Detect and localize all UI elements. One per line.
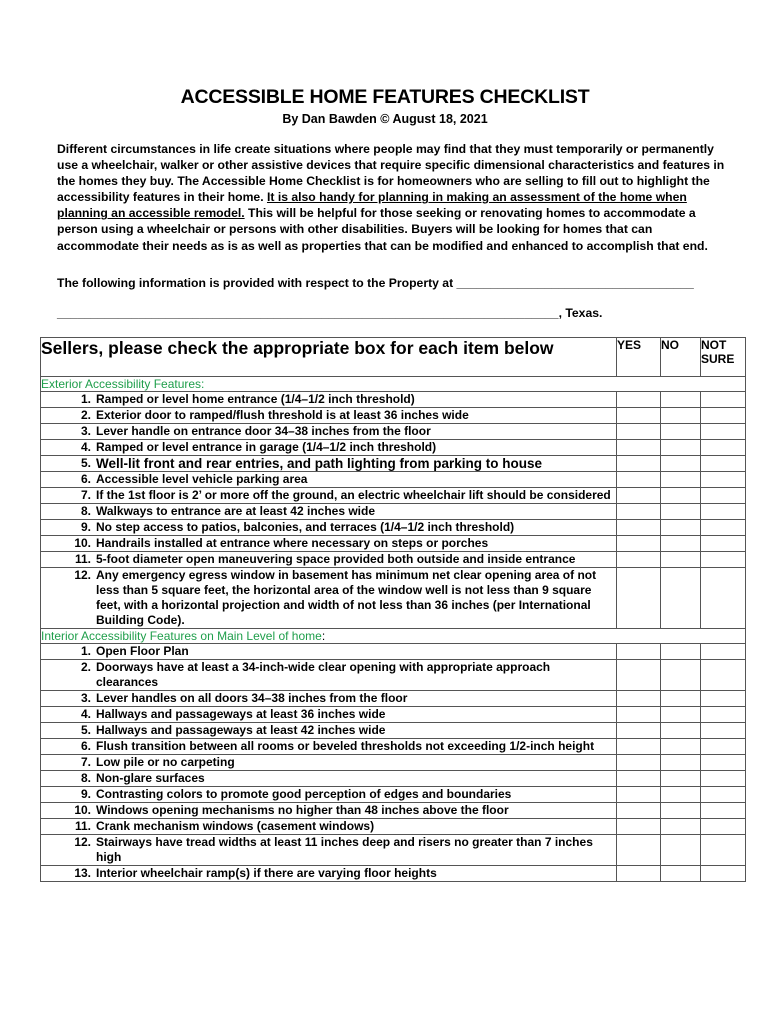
- checkbox-yes[interactable]: [617, 568, 661, 629]
- checkbox-no[interactable]: [661, 552, 701, 568]
- item-text: Interior wheelchair ramp(s) if there are varying floor heights: [96, 866, 437, 880]
- checkbox-yes[interactable]: [617, 440, 661, 456]
- checklist-item: [41, 644, 617, 660]
- checkbox-not-sure[interactable]: [701, 520, 746, 536]
- table-row: [41, 739, 746, 755]
- item-number: 5.: [80, 723, 91, 737]
- item-text: Walkways to entrance are at least 42 inches wide: [96, 504, 376, 518]
- checkbox-yes[interactable]: [617, 424, 661, 440]
- item-text: Hallways and passageways at least 42 inches wide: [96, 723, 386, 737]
- item-text: Well-lit front and rear entries, and path lighting from parking to house: [96, 456, 543, 471]
- table-row: [41, 488, 746, 504]
- checkbox-no[interactable]: [661, 568, 701, 629]
- property-line-2[interactable]: __________________________________________________________________________, Texas.: [57, 306, 603, 320]
- table-row: [41, 866, 746, 882]
- item-number: 4.: [80, 440, 91, 454]
- checkbox-yes[interactable]: [617, 755, 661, 771]
- checklist-table: [40, 337, 746, 882]
- checkbox-not-sure[interactable]: [701, 488, 746, 504]
- checkbox-no[interactable]: [661, 835, 701, 866]
- checkbox-no[interactable]: [661, 488, 701, 504]
- checkbox-no[interactable]: [661, 456, 701, 472]
- checkbox-no[interactable]: [661, 408, 701, 424]
- checkbox-not-sure[interactable]: [701, 866, 746, 882]
- checkbox-not-sure[interactable]: [701, 472, 746, 488]
- checklist-item: [41, 691, 617, 707]
- item-text: If the 1st floor is 2’ or more off the ground, an electric wheelchair lift should be considered: [96, 488, 611, 502]
- item-number: 9.: [80, 787, 91, 801]
- checkbox-not-sure[interactable]: [701, 771, 746, 787]
- checkbox-no[interactable]: [661, 392, 701, 408]
- item-number: 8.: [80, 504, 91, 518]
- item-number: 5.: [80, 456, 91, 470]
- checkbox-yes[interactable]: [617, 819, 661, 835]
- property-line-1[interactable]: The following information is provided with respect to the Property at ___________________________________: [57, 276, 694, 290]
- checklist-item: [41, 408, 617, 424]
- item-number: 6.: [80, 472, 91, 486]
- table-row: [41, 536, 746, 552]
- checkbox-not-sure[interactable]: [701, 456, 746, 472]
- checklist-item: [41, 456, 617, 472]
- item-text: Windows opening mechanisms no higher than 48 inches above the floor: [96, 803, 509, 817]
- item-text: Ramped or level home entrance (1/4–1/2 inch threshold): [96, 392, 415, 406]
- table-row: [41, 707, 746, 723]
- checklist-item: [41, 520, 617, 536]
- checkbox-no[interactable]: [661, 707, 701, 723]
- checklist-item: [41, 866, 617, 882]
- table-row: [41, 552, 746, 568]
- checkbox-yes[interactable]: [617, 866, 661, 882]
- checkbox-not-sure[interactable]: [701, 392, 746, 408]
- checklist-item: [41, 707, 617, 723]
- checkbox-not-sure[interactable]: [701, 739, 746, 755]
- table-row: [41, 440, 746, 456]
- item-number: 11.: [74, 552, 91, 566]
- table-row: [41, 691, 746, 707]
- item-number: 12.: [74, 835, 91, 849]
- checkbox-yes[interactable]: [617, 488, 661, 504]
- item-text: Crank mechanism windows (casement windows): [96, 819, 375, 833]
- checklist-item: [41, 504, 617, 520]
- item-number: 7.: [80, 488, 91, 502]
- document-title: ACCESSIBLE HOME FEATURES CHECKLIST: [180, 86, 590, 108]
- intro-text-1: Different circumstances in life create situations where people may find that they must temporarily or permanently use a wheelchair, walker or other assistive devices that require specific dimensional characteristics and features in the homes they buy. The Accessible Home Checklist is for homeowners who are selling to fill out to highlight the accessibility features in their home.: [57, 142, 725, 205]
- checkbox-not-sure[interactable]: [701, 424, 746, 440]
- item-number: 10.: [74, 536, 91, 550]
- checkbox-yes[interactable]: [617, 392, 661, 408]
- section-title-text: Interior Accessibility Features on Main Level of home: [41, 629, 322, 643]
- checkbox-yes[interactable]: [617, 835, 661, 866]
- item-text: Flush transition between all rooms or beveled thresholds not exceeding 1/2-inch height: [96, 739, 595, 753]
- item-text: Ramped or level entrance in garage (1/4–1/2 inch threshold): [96, 440, 437, 454]
- item-text: Accessible level vehicle parking area: [96, 472, 308, 486]
- item-number: 12.: [74, 568, 91, 582]
- section-header-row: [41, 629, 746, 644]
- checkbox-no[interactable]: [661, 755, 701, 771]
- checkbox-yes[interactable]: [617, 536, 661, 552]
- table-row: [41, 723, 746, 739]
- item-number: 1.: [80, 644, 91, 658]
- checkbox-no[interactable]: [661, 803, 701, 819]
- checkbox-not-sure[interactable]: [701, 803, 746, 819]
- col-yes-header: YES: [617, 338, 661, 377]
- item-number: 11.: [74, 819, 91, 833]
- table-row: [41, 660, 746, 691]
- item-text: Lever handles on all doors 34–38 inches from the floor: [96, 691, 408, 705]
- checkbox-not-sure[interactable]: [701, 536, 746, 552]
- intro-paragraph: [57, 141, 725, 254]
- section-title-text: Exterior Accessibility Features:: [41, 377, 205, 391]
- item-number: 7.: [80, 755, 91, 769]
- checklist-item: [41, 472, 617, 488]
- item-number: 6.: [80, 739, 91, 753]
- checkbox-not-sure[interactable]: [701, 552, 746, 568]
- item-number: 8.: [80, 771, 91, 785]
- item-number: 13.: [74, 866, 91, 880]
- checkbox-yes[interactable]: [617, 472, 661, 488]
- checklist-item: [41, 739, 617, 755]
- checkbox-not-sure[interactable]: [701, 691, 746, 707]
- checkbox-no[interactable]: [661, 819, 701, 835]
- checkbox-yes[interactable]: [617, 787, 661, 803]
- checklist-item: [41, 787, 617, 803]
- table-row: [41, 424, 746, 440]
- section-header-row: [41, 377, 746, 392]
- checkbox-not-sure[interactable]: [701, 755, 746, 771]
- checklist-item: [41, 771, 617, 787]
- checklist-item: [41, 536, 617, 552]
- item-text: Low pile or no carpeting: [96, 755, 235, 769]
- byline: By Dan Bawden © August 18, 2021: [282, 112, 488, 126]
- item-number: 3.: [80, 691, 91, 705]
- checkbox-no[interactable]: [661, 424, 701, 440]
- checkbox-no[interactable]: [661, 472, 701, 488]
- checklist-item: [41, 568, 617, 629]
- checkbox-yes[interactable]: [617, 520, 661, 536]
- checkbox-no[interactable]: [661, 739, 701, 755]
- table-row: [41, 392, 746, 408]
- item-text: Contrasting colors to promote good perception of edges and boundaries: [96, 787, 512, 801]
- checkbox-yes[interactable]: [617, 723, 661, 739]
- checkbox-no[interactable]: [661, 866, 701, 882]
- checkbox-yes[interactable]: [617, 408, 661, 424]
- checklist-item: [41, 755, 617, 771]
- intro-text-2: This will be helpful for those seeking or renovating homes to accommodate a person using a wheelchair or persons with other disabilities. Buyers will be looking for homes that can accommodate their needs as is as well as properties that can be modified and enhanced to accomplish that end.: [57, 206, 708, 253]
- checklist-item: [41, 660, 617, 691]
- checkbox-no[interactable]: [661, 660, 701, 691]
- checkbox-not-sure[interactable]: [701, 835, 746, 866]
- col-no-header: NO: [661, 338, 701, 377]
- checkbox-no[interactable]: [661, 520, 701, 536]
- table-row: [41, 520, 746, 536]
- col-not-sure-line1: NOT: [701, 338, 727, 352]
- checkbox-no[interactable]: [661, 771, 701, 787]
- table-row: [41, 787, 746, 803]
- section-title: [41, 629, 746, 644]
- item-number: 10.: [74, 803, 91, 817]
- checkbox-yes[interactable]: [617, 504, 661, 520]
- item-text: Lever handle on entrance door 34–38 inches from the floor: [96, 424, 431, 438]
- checklist-item: [41, 440, 617, 456]
- item-number: 1.: [80, 392, 91, 406]
- checkbox-not-sure[interactable]: [701, 723, 746, 739]
- table-row: [41, 755, 746, 771]
- item-text: 5-foot diameter open maneuvering space provided both outside and inside entrance: [96, 552, 576, 566]
- checklist-item: [41, 803, 617, 819]
- checkbox-no[interactable]: [661, 787, 701, 803]
- table-header-title: Sellers, please check the appropriate box for each item below: [41, 338, 617, 377]
- item-number: 2.: [80, 660, 91, 674]
- item-number: 4.: [80, 707, 91, 721]
- checkbox-not-sure[interactable]: [701, 644, 746, 660]
- table-row: [41, 472, 746, 488]
- table-row: [41, 835, 746, 866]
- checkbox-no[interactable]: [661, 504, 701, 520]
- item-text: Any emergency egress window in basement has minimum net clear opening area of not less than 5 square feet, the horizontal area of the window well is not less than 9 square feet, with a horizontal projection and width of not less than 36 inches (per International Building Code).: [96, 568, 597, 627]
- item-text: Non-glare surfaces: [96, 771, 205, 785]
- checklist-item: [41, 424, 617, 440]
- checklist-item: [41, 488, 617, 504]
- checkbox-yes[interactable]: [617, 691, 661, 707]
- item-text: Stairways have tread widths at least 11 inches deep and risers no greater than 7 inches high: [96, 835, 593, 864]
- table-header-row: [41, 338, 746, 377]
- section-title: [41, 377, 746, 392]
- checkbox-yes[interactable]: [617, 644, 661, 660]
- checkbox-not-sure[interactable]: [701, 819, 746, 835]
- checkbox-yes[interactable]: [617, 456, 661, 472]
- table-row: [41, 504, 746, 520]
- checkbox-yes[interactable]: [617, 660, 661, 691]
- item-number: 9.: [80, 520, 91, 534]
- table-row: [41, 771, 746, 787]
- checklist-item: [41, 552, 617, 568]
- col-not-sure-line2: SURE: [701, 352, 735, 366]
- checkbox-yes[interactable]: [617, 707, 661, 723]
- table-row: [41, 644, 746, 660]
- checkbox-no[interactable]: [661, 440, 701, 456]
- checklist-item: [41, 835, 617, 866]
- item-text: Doorways have at least a 34-inch-wide clear opening with appropriate approach clearances: [96, 660, 551, 689]
- checkbox-not-sure[interactable]: [701, 787, 746, 803]
- table-row: [41, 568, 746, 629]
- checklist-item: [41, 392, 617, 408]
- checkbox-no[interactable]: [661, 691, 701, 707]
- checkbox-not-sure[interactable]: [701, 440, 746, 456]
- intro-underlined-text: It is also handy for planning in making an assessment of the home when planning an accessible remodel.: [57, 190, 687, 221]
- checkbox-no[interactable]: [661, 644, 701, 660]
- item-text: Hallways and passageways at least 36 inches wide: [96, 707, 386, 721]
- item-text: Handrails installed at entrance where necessary on steps or porches: [96, 536, 489, 550]
- checkbox-not-sure[interactable]: [701, 707, 746, 723]
- checkbox-yes[interactable]: [617, 803, 661, 819]
- item-text: Exterior door to ramped/flush threshold is at least 36 inches wide: [96, 408, 469, 422]
- item-number: 2.: [80, 408, 91, 422]
- col-not-sure-header: [701, 338, 746, 377]
- checkbox-no[interactable]: [661, 723, 701, 739]
- checkbox-yes[interactable]: [617, 552, 661, 568]
- checkbox-not-sure[interactable]: [701, 660, 746, 691]
- checkbox-yes[interactable]: [617, 771, 661, 787]
- item-text: No step access to patios, balconies, and terraces (1/4–1/2 inch threshold): [96, 520, 515, 534]
- checklist-item: [41, 723, 617, 739]
- checkbox-not-sure[interactable]: [701, 504, 746, 520]
- item-number: 3.: [80, 424, 91, 438]
- checklist-item: [41, 819, 617, 835]
- checkbox-not-sure[interactable]: [701, 408, 746, 424]
- table-row: [41, 803, 746, 819]
- checkbox-no[interactable]: [661, 536, 701, 552]
- item-text: Open Floor Plan: [96, 644, 189, 658]
- section-title-suffix: :: [321, 629, 326, 643]
- checkbox-yes[interactable]: [617, 739, 661, 755]
- table-row: [41, 408, 746, 424]
- table-row: [41, 456, 746, 472]
- checkbox-not-sure[interactable]: [701, 568, 746, 629]
- table-row: [41, 819, 746, 835]
